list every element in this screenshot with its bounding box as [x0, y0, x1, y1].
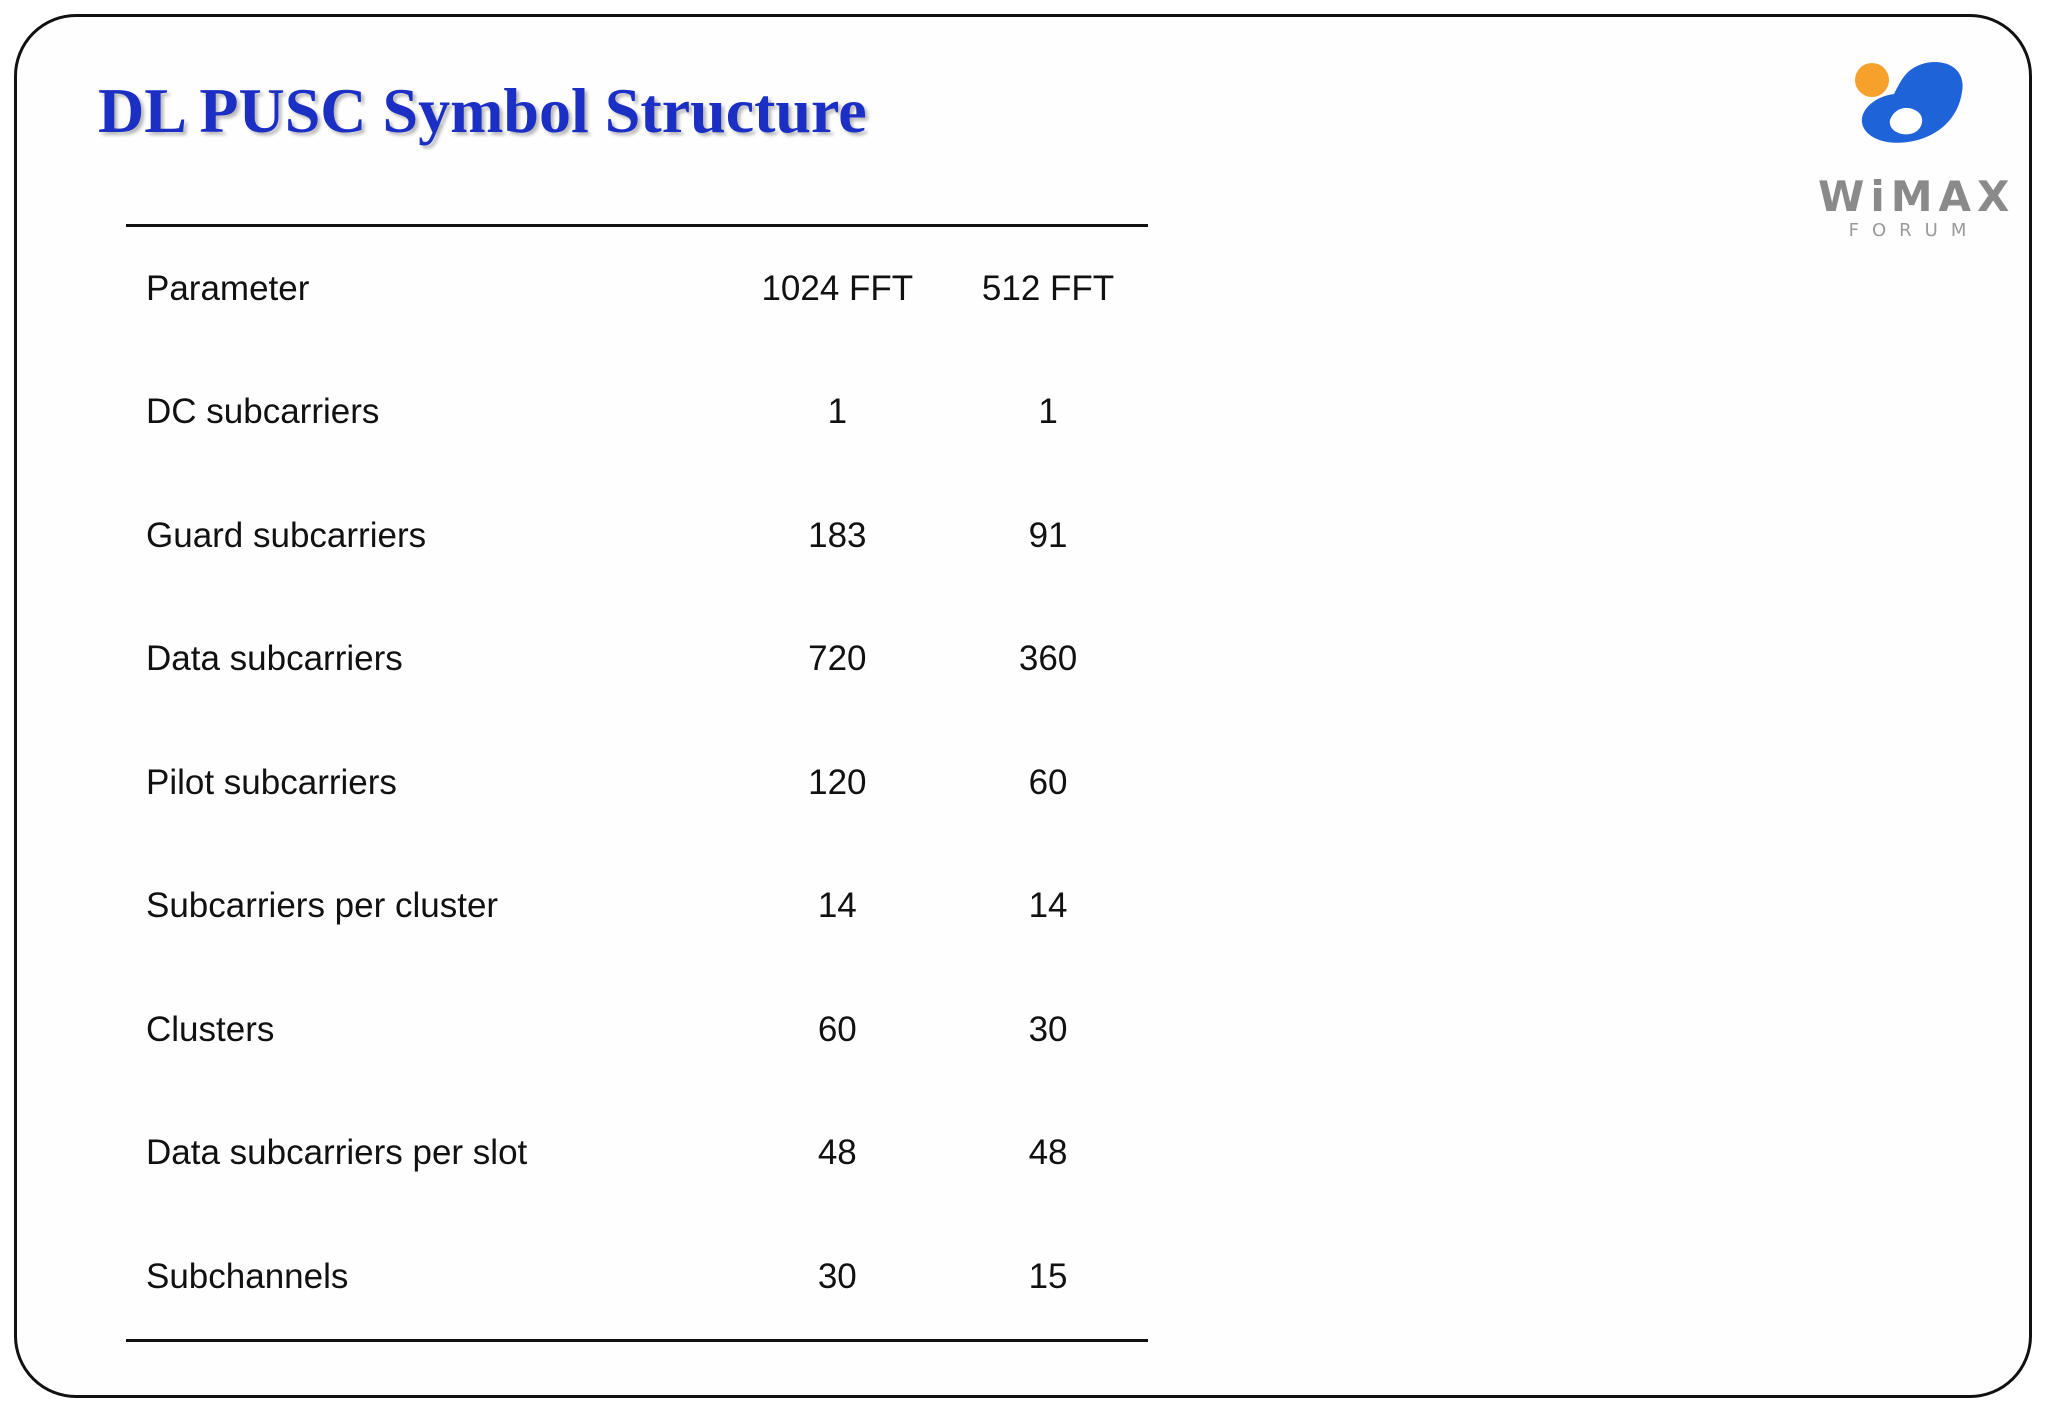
row-value-1024: 48: [817, 1133, 857, 1173]
parameter-table-wrap: [126, 224, 1148, 1342]
row-value-512: 91: [1028, 515, 1068, 555]
row-value-1024: 1: [827, 392, 848, 432]
table-row: [126, 1092, 1148, 1216]
parameter-table: [126, 227, 1148, 1339]
row-parameter: Data subcarriers per slot: [146, 1133, 528, 1173]
table-header-row: [126, 227, 1148, 351]
row-value-512: 30: [1028, 1009, 1068, 1049]
logo-wordmark: WiMAX: [1818, 172, 2016, 221]
row-parameter: Subcarriers per cluster: [146, 886, 499, 926]
table-row: [126, 721, 1148, 845]
header-1024-fft: 1024 FFT: [761, 268, 914, 308]
table-row: [126, 474, 1148, 598]
row-value-512: 360: [1018, 639, 1078, 679]
row-parameter: Subchannels: [146, 1256, 349, 1296]
table-row: [126, 845, 1148, 969]
row-value-1024: 30: [817, 1256, 857, 1296]
table-row: [126, 351, 1148, 475]
row-value-1024: 183: [808, 515, 867, 555]
table-bottom-rule: [126, 1339, 1148, 1342]
table-row: [126, 1215, 1148, 1339]
logo-orange-dot: [1855, 63, 1889, 97]
row-parameter: Pilot subcarriers: [146, 762, 397, 802]
row-value-1024: 120: [808, 762, 867, 802]
row-value-512: 48: [1028, 1133, 1068, 1173]
table-row: [126, 598, 1148, 722]
logo-subtitle: FORUM: [1848, 220, 1980, 241]
row-parameter: Guard subcarriers: [146, 515, 427, 555]
row-parameter: Data subcarriers: [146, 639, 403, 679]
row-value-512: 14: [1028, 886, 1068, 926]
wimax-logo-icon: [1850, 58, 1970, 162]
row-value-512: 60: [1028, 762, 1068, 802]
header-512-fft: 512 FFT: [981, 268, 1115, 308]
row-value-1024: 60: [817, 1009, 857, 1049]
row-value-512: 1: [1038, 392, 1058, 432]
wimax-forum-logo: [1818, 58, 2016, 248]
slide-title: DL PUSC Symbol Structure: [98, 75, 867, 146]
table-row: [126, 968, 1148, 1092]
row-value-512: 15: [1028, 1256, 1068, 1296]
row-value-1024: 720: [808, 639, 867, 679]
row-parameter: DC subcarriers: [146, 392, 380, 432]
header-parameter: Parameter: [146, 268, 310, 308]
row-parameter: Clusters: [146, 1009, 275, 1049]
row-value-1024: 14: [817, 886, 857, 926]
